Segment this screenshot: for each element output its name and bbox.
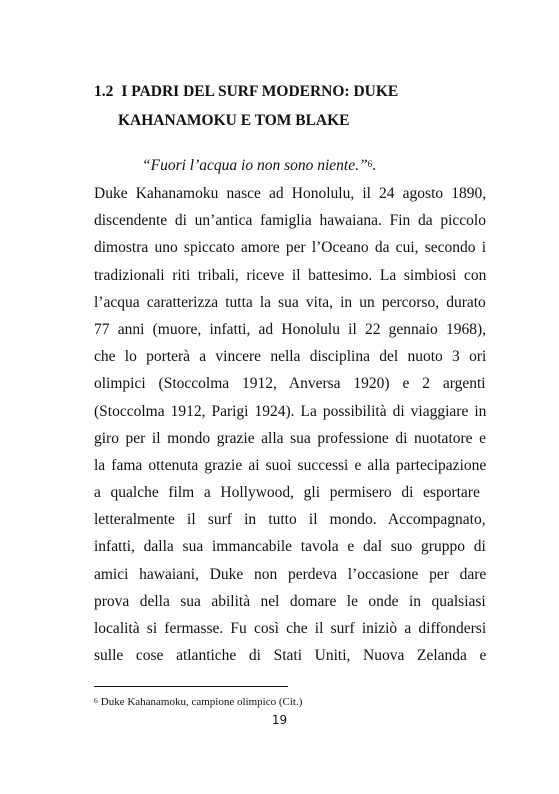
quote-text: “Fuori l’acqua io non sono niente.” [142, 157, 368, 174]
paragraph-line: discendente di un’antica famiglia hawaiana. Fin da piccolo [94, 212, 486, 230]
paragraph-line: dimostra uno spiccato amore per l’Oceano da cui, secondo i [94, 239, 487, 257]
paragraph-line: l’acqua caratterizza tutta la sua vita, in un percorso, durato [94, 293, 486, 311]
paragraph-line: 77 anni (muore, infatti, ad Honolulu il 22 gennaio 1968), [94, 320, 486, 338]
body-paragraph [94, 180, 486, 669]
paragraph-line: amici hawaiani, Duke non perdeva l’occasione per dare [94, 565, 487, 583]
section-title-part2: KAHANAMOKU E TOM BLAKE [118, 112, 350, 129]
page-number: 19 [271, 713, 288, 727]
section-number: 1.2 [94, 83, 114, 100]
section-heading [94, 77, 494, 135]
paragraph-line: (Stoccolma 1912, Parigi 1924). La possibilità di viaggiare in [94, 402, 487, 420]
quote-trailing-punct: . [372, 157, 376, 174]
section-heading-line1 [94, 83, 398, 100]
epigraph-quote [142, 156, 376, 176]
paragraph-line: giro per il mondo grazie alla sua professione di nuotatore e [94, 429, 486, 447]
paragraph-line: tradizionali riti tribali, riceve il battesimo. La simbiosi con [94, 266, 487, 284]
section-title-part1: I PADRI DEL SURF MODERNO: DUKE [121, 83, 399, 100]
paragraph-line: a qualche film a Hollywood, gli permisero di esportare [94, 484, 480, 502]
paragraph-line: che lo porterà a vincere nella disciplina del nuoto 3 ori [94, 348, 487, 366]
footnote-text: Duke Kahanamoku, campione olimpico (Cit.) [100, 696, 303, 708]
footnote [94, 695, 302, 709]
paragraph-line: letteralmente il surf in tutto il mondo. Accompagnato, [94, 511, 486, 529]
footnote-number: 6 [94, 696, 98, 705]
paragraph-line: Duke Kahanamoku nasce ad Honolulu, il 24 agosto 1890, [94, 185, 487, 202]
paragraph-line: olimpici (Stoccolma 1912, Anversa 1920) e 2 argenti [94, 375, 486, 393]
paragraph-line: sulle cose atlantiche di Stati Uniti, Nuova Zelanda e [94, 647, 487, 665]
paragraph-line: prova della sua abilità nel domare le onde in qualsiasi [94, 592, 486, 610]
paragraph-line: località si fermasse. Fu così che il surf iniziò a diffondersi [94, 620, 487, 637]
footnote-separator [94, 686, 288, 687]
paragraph-line: la fama ottenuta grazie ai suoi successi e alla partecipazione [94, 456, 487, 474]
paragraph-line: infatti, dalla sua immancabile tavola e dal suo gruppo di [94, 538, 486, 556]
quote-footnote-ref: 6 [367, 159, 373, 169]
